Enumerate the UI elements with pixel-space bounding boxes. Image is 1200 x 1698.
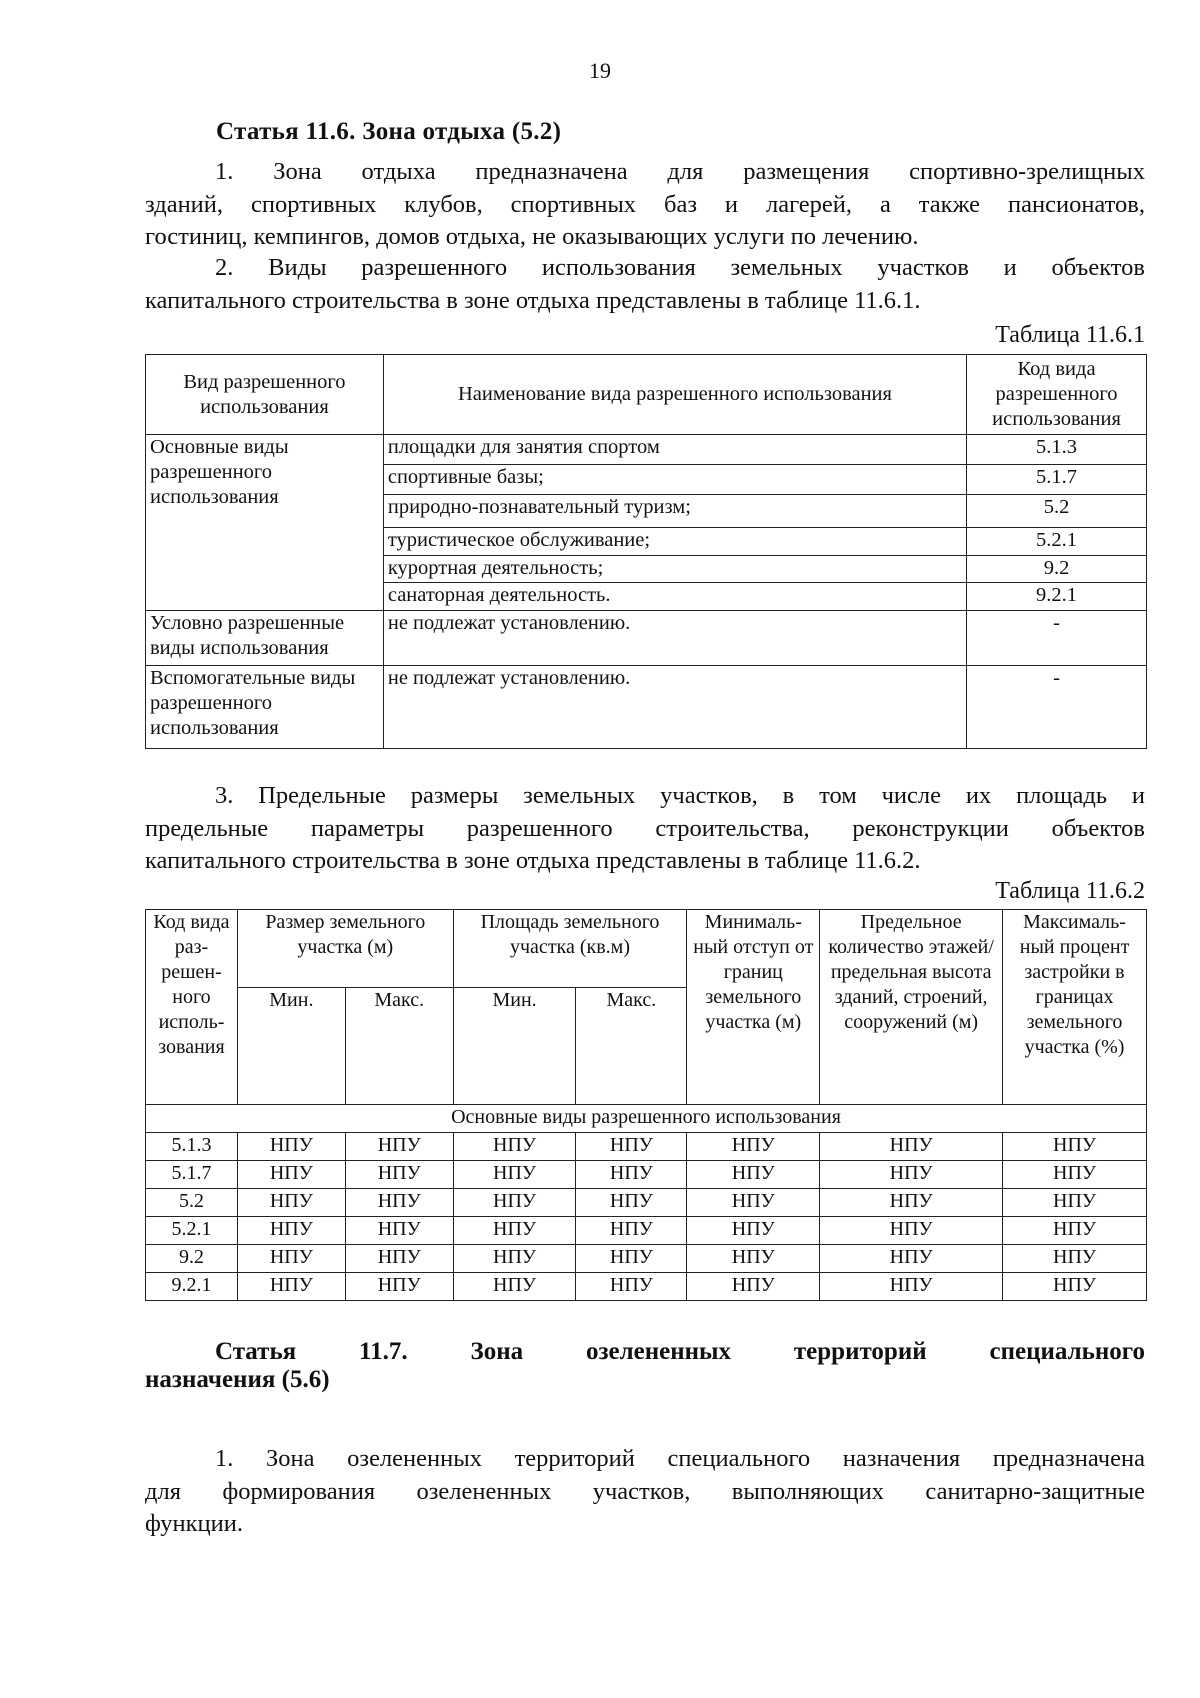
table-cell: 9.2.1 (146, 1273, 238, 1301)
table-row (146, 1133, 1147, 1161)
table-row (146, 1189, 1147, 1217)
article-11-7-paragraph-1 (145, 1443, 1145, 1541)
table-cell: НПУ (576, 1161, 687, 1189)
table-cell: не подлежат установлению. (383, 611, 966, 666)
table-cell: НПУ (687, 1133, 820, 1161)
table-cell: НПУ (687, 1189, 820, 1217)
header-cell: Предельное количество этажей/ предельная высота зданий, строений, сооружений (м) (820, 910, 1003, 1105)
table-cell: - (967, 611, 1147, 666)
table-cell: НПУ (576, 1273, 687, 1301)
table-cell: 9.2 (146, 1245, 238, 1273)
table-cell: НПУ (1003, 1273, 1147, 1301)
header-cell: Минималь- ный отступ от границ земельного участка (м) (687, 910, 820, 1105)
table-cell: НПУ (453, 1217, 576, 1245)
table-cell: НПУ (1003, 1189, 1147, 1217)
table-cell: НПУ (820, 1161, 1003, 1189)
table-11-6-2 (145, 909, 1147, 1301)
table-cell: НПУ (345, 1245, 453, 1273)
text-line: 2. Виды разрешенного использования земельных участков и объектов (215, 254, 1145, 281)
text-line: предельные параметры разрешенного строительства, реконструкции объектов (145, 814, 1145, 842)
text-line: капитального строительства в зоне отдыха представлены в таблице 11.6.1. (145, 286, 921, 314)
table-cell: санаторная деятельность. (383, 583, 966, 611)
table-cell: НПУ (237, 1273, 345, 1301)
table-cell: НПУ (820, 1217, 1003, 1245)
article-11-6-paragraph-2 (145, 252, 1145, 317)
header-cell: Наименование вида разрешенного использования (383, 355, 966, 435)
table-cell: НПУ (1003, 1245, 1147, 1273)
table-cell: НПУ (820, 1189, 1003, 1217)
table-body (146, 1133, 1147, 1301)
table-cell: НПУ (576, 1133, 687, 1161)
table-cell: 5.1.7 (146, 1161, 238, 1189)
text-line: для формирования озелененных участков, выполняющих санитарно-защитные (145, 1477, 1145, 1505)
table-cell: 5.2 (967, 495, 1147, 528)
header-cell: Максималь- ный процент застройки в границах земельного участка (%) (1003, 910, 1147, 1105)
table-cell: - (967, 666, 1147, 749)
article-11-6-paragraph-3 (145, 780, 1145, 878)
article-11-7-heading (145, 1338, 1145, 1394)
heading-line: назначения (5.6) (145, 1366, 330, 1393)
text-line: функции. (145, 1510, 243, 1537)
page-number: 19 (589, 58, 611, 83)
table-cell: НПУ (820, 1245, 1003, 1273)
table-cell: НПУ (687, 1273, 820, 1301)
table-11-6-2-caption: Таблица 11.6.2 (995, 878, 1145, 904)
table-cell: НПУ (345, 1189, 453, 1217)
article-11-6-heading: Статья 11.6. Зона отдыха (5.2) (216, 118, 562, 145)
header-cell: Макс. (576, 988, 687, 1105)
table-cell: НПУ (453, 1245, 576, 1273)
table-cell: НПУ (237, 1189, 345, 1217)
section-cell: Основные виды разрешенного использования (146, 1105, 1147, 1133)
group-label-cell: Условно разрешенные виды использования (146, 611, 384, 666)
table-cell: 5.2.1 (146, 1217, 238, 1245)
text-line: 3. Предельные размеры земельных участков, в том числе их площадь и (215, 782, 1145, 809)
table-cell: 5.1.3 (967, 435, 1147, 465)
header-cell: Код вида раз- решен- ного исполь- зования (146, 910, 238, 1105)
table-cell: НПУ (237, 1161, 345, 1189)
table-cell: 9.2.1 (967, 583, 1147, 611)
table-header-row (146, 910, 1147, 988)
table-row (146, 611, 1147, 666)
table-cell: спортивные базы; (383, 465, 966, 495)
table-cell: НПУ (1003, 1133, 1147, 1161)
heading-line: Статья 11.7. Зона озелененных территорий специального (215, 1338, 1145, 1365)
table-row (146, 435, 1147, 465)
table-cell: туристическое обслуживание; (383, 528, 966, 556)
table-header-row (146, 355, 1147, 435)
header-cell: Мин. (237, 988, 345, 1105)
table-cell: 5.2 (146, 1189, 238, 1217)
table-row (146, 1273, 1147, 1301)
table-cell: НПУ (453, 1273, 576, 1301)
article-11-6-paragraph-1 (145, 156, 1145, 254)
table-cell: НПУ (687, 1217, 820, 1245)
header-cell: Макс. (345, 988, 453, 1105)
table-cell: НПУ (820, 1133, 1003, 1161)
header-cell: Площадь земельного участка (кв.м) (453, 910, 687, 988)
table-row (146, 1245, 1147, 1273)
table-row (146, 1217, 1147, 1245)
table-cell: НПУ (237, 1245, 345, 1273)
table-cell: НПУ (237, 1217, 345, 1245)
table-cell: НПУ (576, 1189, 687, 1217)
table-cell: НПУ (687, 1161, 820, 1189)
table-cell: НПУ (345, 1161, 453, 1189)
table-cell: природно-познавательный туризм; (383, 495, 966, 528)
text-line: 1. Зона озелененных территорий специального назначения предназначена (215, 1445, 1145, 1472)
table-cell: 9.2 (967, 556, 1147, 583)
text-line: гостиниц, кемпингов, домов отдыха, не оказывающих услуги по лечению. (145, 223, 919, 250)
table-11-6-1-caption: Таблица 11.6.1 (995, 322, 1145, 348)
text-line: капитального строительства в зоне отдыха представлены в таблице 11.6.2. (145, 847, 921, 874)
header-cell: Код вида разрешенного использования (967, 355, 1147, 435)
table-cell: НПУ (345, 1273, 453, 1301)
table-cell: НПУ (453, 1189, 576, 1217)
table-row (146, 666, 1147, 749)
table-cell: НПУ (453, 1161, 576, 1189)
table-row (146, 1161, 1147, 1189)
header-cell: Размер земельного участка (м) (237, 910, 453, 988)
table-cell: не подлежат установлению. (383, 666, 966, 749)
table-cell: НПУ (345, 1133, 453, 1161)
table-section-row (146, 1105, 1147, 1133)
table-cell: площадки для занятия спортом (383, 435, 966, 465)
table-cell: 5.1.7 (967, 465, 1147, 495)
table-cell: НПУ (576, 1217, 687, 1245)
text-line: 1. Зона отдыха предназначена для размещения спортивно-зрелищных (215, 158, 1145, 185)
group-label-cell: Вспомогательные виды разрешенного использования (146, 666, 384, 749)
table-cell: НПУ (820, 1273, 1003, 1301)
table-cell: НПУ (1003, 1217, 1147, 1245)
group-label-cell: Основные виды разрешенного использования (146, 435, 384, 611)
table-cell: 5.2.1 (967, 528, 1147, 556)
table-cell: НПУ (1003, 1161, 1147, 1189)
table-cell: НПУ (453, 1133, 576, 1161)
table-cell: курортная деятельность; (383, 556, 966, 583)
table-cell: 5.1.3 (146, 1133, 238, 1161)
table-11-6-1 (145, 354, 1147, 749)
header-cell: Мин. (453, 988, 576, 1105)
table-cell: НПУ (687, 1245, 820, 1273)
table-cell: НПУ (576, 1245, 687, 1273)
text-line: зданий, спортивных клубов, спортивных баз и лагерей, а также пансионатов, (145, 190, 1145, 218)
table-cell: НПУ (237, 1133, 345, 1161)
header-cell: Вид разрешенного использования (146, 355, 384, 435)
table-cell: НПУ (345, 1217, 453, 1245)
